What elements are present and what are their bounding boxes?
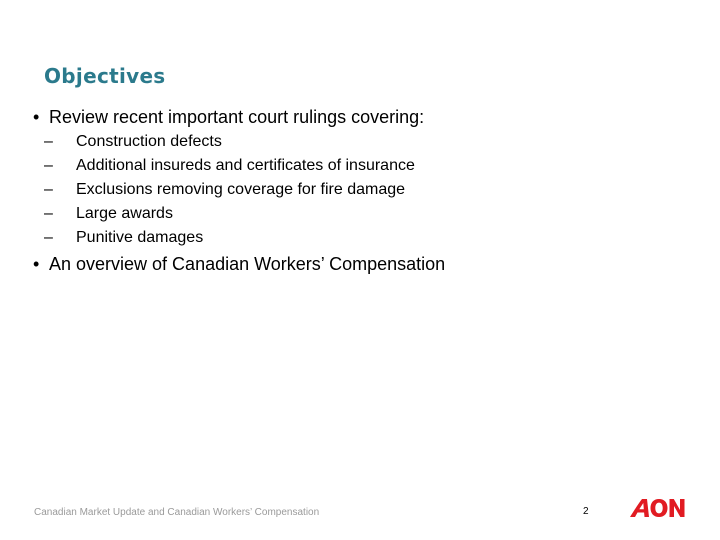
sub-bullet-text: Large awards (76, 205, 173, 222)
dash-marker: – (44, 181, 53, 198)
footer-text: Canadian Market Update and Canadian Workers’ Compensation (34, 507, 320, 518)
bullet-text: Review recent important court rulings covering: (49, 107, 425, 127)
bullet-marker: • (33, 107, 40, 127)
logo-letter-n (670, 499, 685, 517)
sub-bullet-item (44, 202, 415, 226)
dash-marker: – (44, 157, 53, 174)
slide-title: Objectives (44, 64, 166, 88)
sub-bullet-text: Construction defects (76, 133, 222, 150)
sub-bullet-list (44, 130, 415, 250)
logo-letter-o (651, 499, 668, 517)
sub-bullet-item (44, 226, 415, 250)
aon-logo (628, 497, 686, 519)
bullet-item (33, 253, 445, 275)
page-number: 2 (583, 506, 589, 517)
dash-marker: – (44, 229, 53, 246)
sub-bullet-item (44, 178, 415, 202)
sub-bullet-item (44, 130, 415, 154)
sub-bullet-item (44, 154, 415, 178)
sub-bullet-text: Exclusions removing coverage for fire damage (76, 181, 406, 198)
sub-bullet-text: Additional insureds and certificates of insurance (76, 157, 415, 174)
dash-marker: – (44, 133, 53, 150)
bullet-item (33, 106, 424, 128)
dash-marker: – (44, 205, 53, 222)
sub-bullet-text: Punitive damages (76, 229, 204, 246)
bullet-text: An overview of Canadian Workers’ Compensation (49, 254, 446, 274)
bullet-marker: • (33, 254, 40, 274)
logo-letter-a (630, 499, 649, 517)
